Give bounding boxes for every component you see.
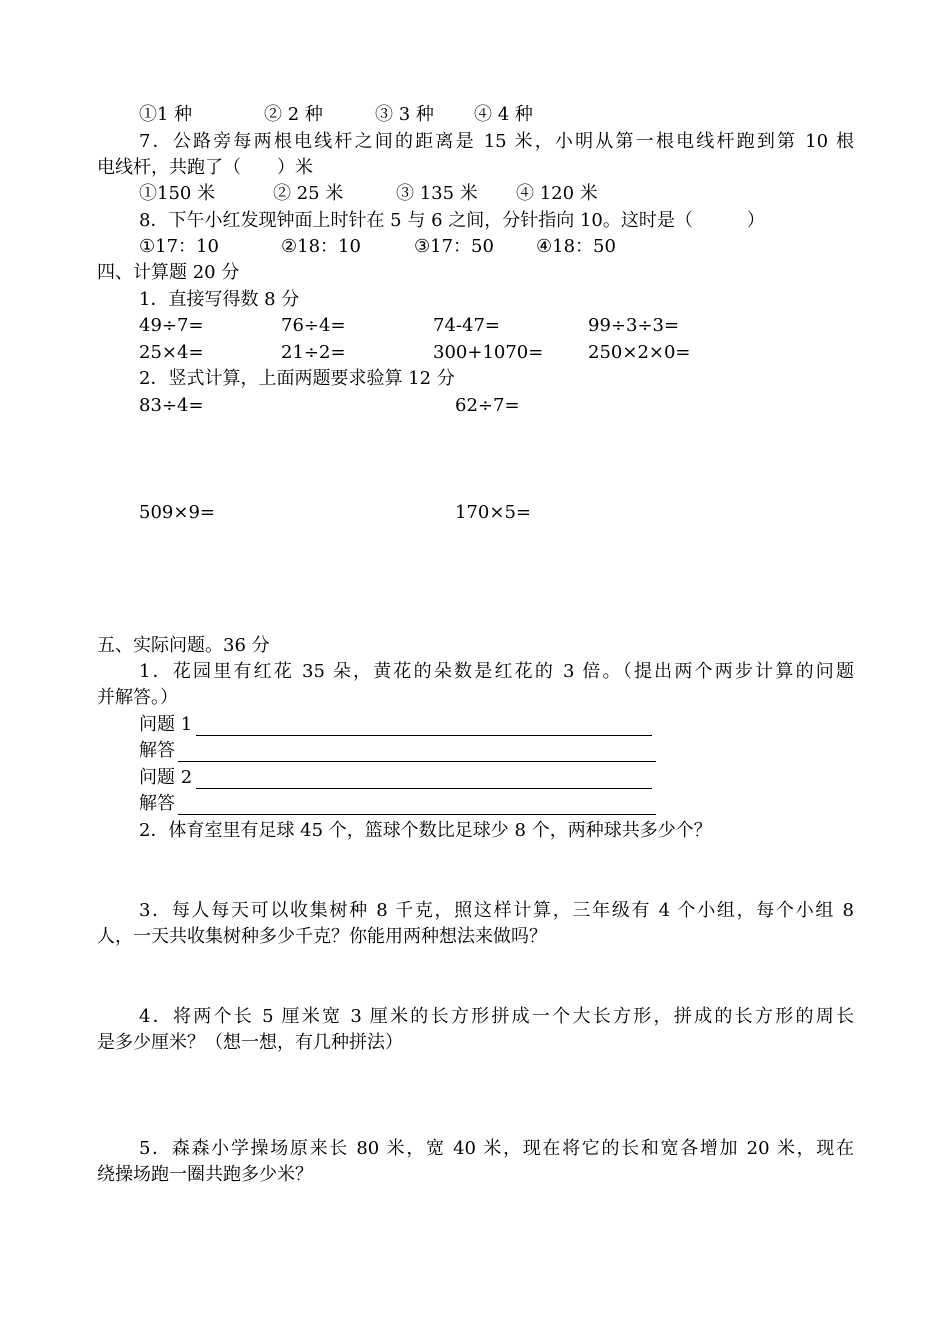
answer-2-line[interactable] — [178, 814, 656, 815]
vertical-calc-item: 509×9= — [139, 502, 215, 523]
q7-option-1: ①150 米 — [139, 183, 216, 204]
q7-option-2: ② 25 米 — [273, 183, 344, 204]
answer-label-2: 解答 — [139, 793, 175, 814]
section4-title: 四、计算题 20 分 — [97, 262, 240, 283]
section5-title: 五、实际问题。36 分 — [97, 635, 270, 656]
calc-item: 49÷7= — [139, 315, 204, 336]
vertical-calc-item: 83÷4= — [139, 395, 204, 416]
calc-item: 99÷3÷3= — [588, 315, 680, 336]
q8-option-4: ④18：50 — [536, 236, 616, 257]
q6-option-4: ④ 4 种 — [474, 104, 533, 125]
problem4-line2: 是多少厘米？（想一想，有几种拼法） — [97, 1032, 403, 1053]
q6-option-3: ③ 3 种 — [375, 104, 434, 125]
problem5-line2: 绕操场跑一圈共跑多少米？ — [97, 1164, 313, 1185]
calc-item: 21÷2= — [281, 342, 346, 363]
calc-item: 25×4= — [139, 342, 204, 363]
q8-option-1: ①17：10 — [139, 236, 219, 257]
problem3-line2: 人，一天共收集树种多少千克？你能用两种想法来做吗？ — [97, 926, 547, 947]
calc-item: 74-47= — [433, 315, 500, 336]
q8-text: 8．下午小红发现钟面上时针在 5 与 6 之间，分针指向 10。这时是（ ） — [139, 210, 765, 231]
q7-text-line2: 电线杆，共跑了（ ）米 — [97, 157, 313, 178]
q7-option-4: ④ 120 米 — [516, 183, 598, 204]
question-1-answer-line[interactable] — [196, 735, 652, 736]
q8-option-3: ③17：50 — [414, 236, 494, 257]
q8-option-2: ②18：10 — [281, 236, 361, 257]
vertical-calc-item: 62÷7= — [455, 395, 520, 416]
calc-item: 76÷4= — [281, 315, 346, 336]
problem5-line1: 5．森森小学操场原来长 80 米，宽 40 米，现在将它的长和宽各增加 20 米，现在 — [139, 1138, 854, 1159]
q7-text-line1: 7．公路旁每两根电线杆之间的距离是 15 米，小明从第一根电线杆跑到第 10 根 — [139, 131, 854, 152]
problem3-line1: 3．每人每天可以收集树种 8 千克，照这样计算，三年级有 4 个小组，每个小组 8 — [139, 900, 854, 921]
calc-item: 250×2×0= — [588, 342, 691, 363]
problem4-line1: 4．将两个长 5 厘米宽 3 厘米的长方形拼成一个大长方形，拼成的长方形的周长 — [139, 1006, 854, 1027]
section4-sub2: 2．竖式计算，上面两题要求验算 12 分 — [139, 368, 455, 389]
answer-1-line[interactable] — [178, 761, 656, 762]
q7-option-3: ③ 135 米 — [396, 183, 478, 204]
calc-item: 300+1070= — [433, 342, 544, 363]
problem1-line1: 1．花园里有红花 35 朵，黄花的朵数是红花的 3 倍。（提出两个两步计算的问题 — [139, 661, 854, 682]
section4-sub1: 1．直接写得数 8 分 — [139, 289, 300, 310]
problem1-line2: 并解答。） — [97, 687, 178, 708]
answer-label-1: 解答 — [139, 740, 175, 761]
q6-option-2: ② 2 种 — [264, 104, 323, 125]
q6-option-1: ①1 种 — [139, 104, 193, 125]
problem2-text: 2．体育室里有足球 45 个，篮球个数比足球少 8 个，两种球共多少个？ — [139, 820, 712, 841]
question-label-2: 问题 2 — [139, 767, 193, 788]
vertical-calc-item: 170×5= — [455, 502, 531, 523]
question-label-1: 问题 1 — [139, 714, 193, 735]
question-2-answer-line[interactable] — [196, 788, 652, 789]
